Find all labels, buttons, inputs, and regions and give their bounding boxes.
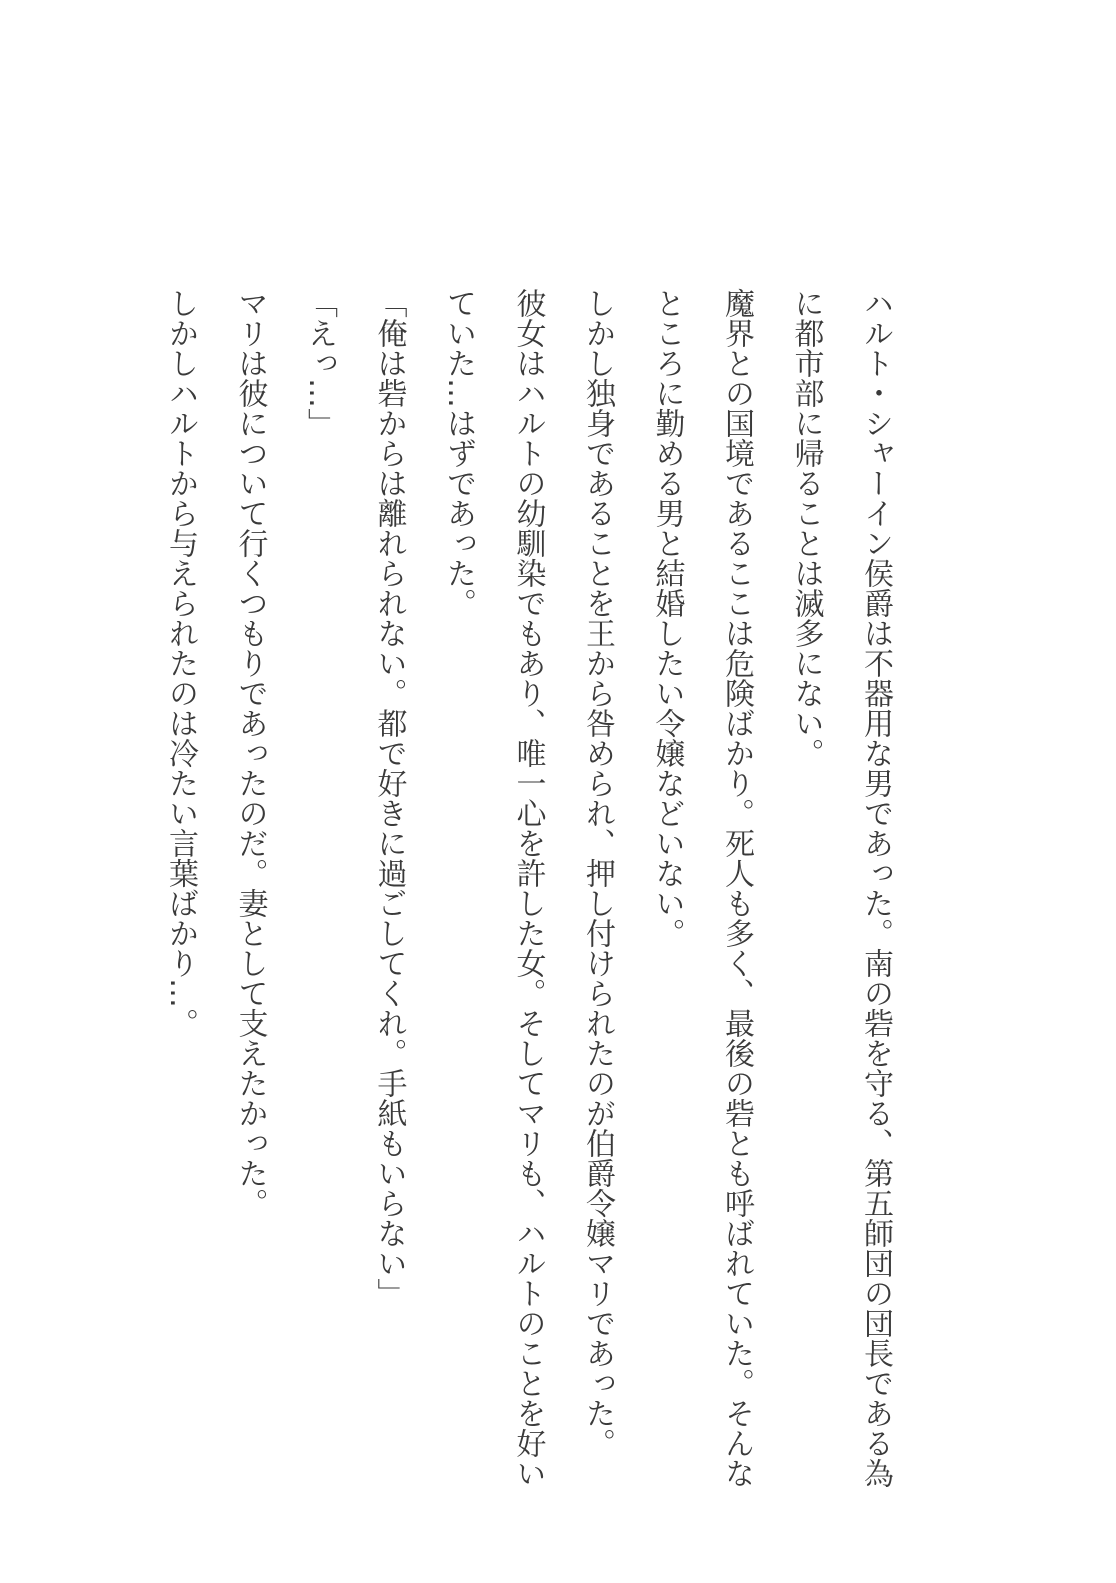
text-line: マリは彼について行くつもりであったのだ。妻として支えたかった。 bbox=[232, 288, 268, 1218]
dialogue-line: 「俺は砦からは離れられない。都で好きに過ごしてくれ。手紙もいらない」 bbox=[371, 288, 407, 1308]
vertical-text-body bbox=[146, 288, 911, 1488]
text-line: 魔界との国境であるここは危険ばかり。死人も多く、最後の砦とも呼ばれていた。そんな bbox=[719, 288, 754, 1488]
text-line: ていた…はずであった。 bbox=[441, 288, 476, 618]
text-line: しかし独身であることを王から咎められ、押し付けられたのが伯爵令嬢マリであった。 bbox=[580, 288, 615, 1458]
text-line: しかしハルトから与えられたのは冷たい言葉ばかり…。 bbox=[163, 288, 198, 1038]
text-line: に都市部に帰ることは滅多にない。 bbox=[788, 288, 824, 768]
text-line: ハルト・シャーイン侯爵は不器用な男であった。南の砦を守る、第五師団の団長である為 bbox=[858, 288, 893, 1488]
text-line: ところに勤める男と結婚したい令嬢などいない。 bbox=[649, 288, 685, 948]
dialogue-line: 「えっ…」 bbox=[302, 288, 337, 438]
text-line: 彼女はハルトの幼馴染でもあり、唯一心を許した女。そしてマリも、ハルトのことを好い bbox=[510, 288, 546, 1488]
